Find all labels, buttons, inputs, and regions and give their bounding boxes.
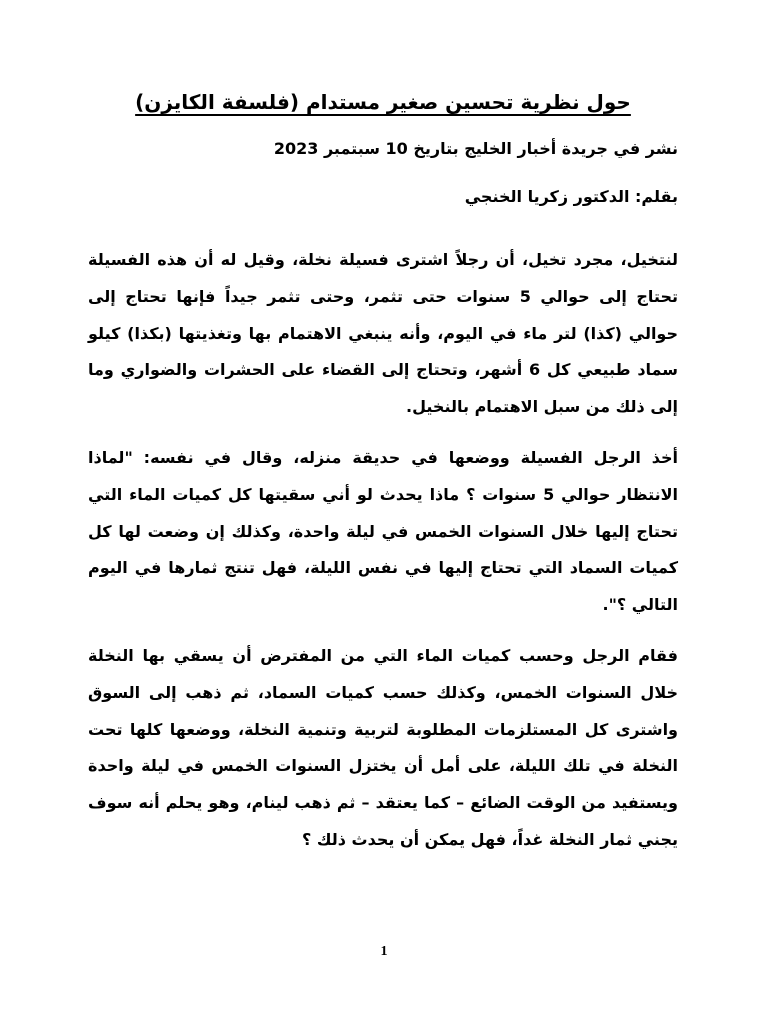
paragraph-1: لنتخيل، مجرد تخيل، أن رجلاً اشترى فسيلة نخلة، وقيل له أن هذه الفسيلة تحتاج إلى حوالي 5 سنوات حتى تثمر، وحتى تثمر جيداً فإنها تحتاج إلى حوالي (كذا) لتر ماء في اليوم، وأنه ينبغي الاهتمام بها وتغذيتها (بكذا) كيلو سماد طبيعي كل 6 أشهر، وتحتاج إلى القضاء على الحشرات والضواري وما إلى ذلك من سبل الاهتمام بالنخيل. [88, 250, 679, 417]
paragraph-2: أخذ الرجل الفسيلة ووضعها في حديقة منزله، وقال في نفسه: "لماذا الانتظار حوالي 5 سنوات ؟ ماذا يحدث لو أني سقيتها كل كميات الماء التي تحتاج إليها خلال السنوات الخمس في ليلة واحدة، وكذلك إن وضعت لها كل كميات السماد التي تحتاج إليها في نفس الليلة، فهل تنتج ثمارها في اليوم التالي ؟". [88, 447, 679, 615]
author-line: بقلم: الدكتور زكريا الخنجي [464, 187, 678, 206]
page-number: 1 [380, 944, 388, 959]
document-page [88, 88, 678, 873]
document-title: حول نظرية تحسين صغير مستدام (فلسفة الكايزن) [135, 90, 631, 114]
paragraph-3: فقام الرجل وحسب كميات الماء التي من المفترض أن يسقي بها النخلة خلال السنوات الخمس، وكذلك حسب كميات السماد، ثم ذهب إلى السوق واشترى كل المستلزمات المطلوبة لتربية وتنمية النخلة، ووضعها كلها تحت النخلة في تلك الليلة، على أمل أن يختزل السنوات الخمس في ليلة واحدة ويستفيد من الوقت الضائع – كما يعتقد – ثم ذهب لينام، وهو يحلم أنه سوف يجني ثمار النخلة غداً، فهل يمكن أن يحدث ذلك ؟ [88, 645, 678, 849]
publication-line: نشر في جريدة أخبار الخليج بتاريخ 10 سبتمبر 2023 [273, 139, 678, 158]
